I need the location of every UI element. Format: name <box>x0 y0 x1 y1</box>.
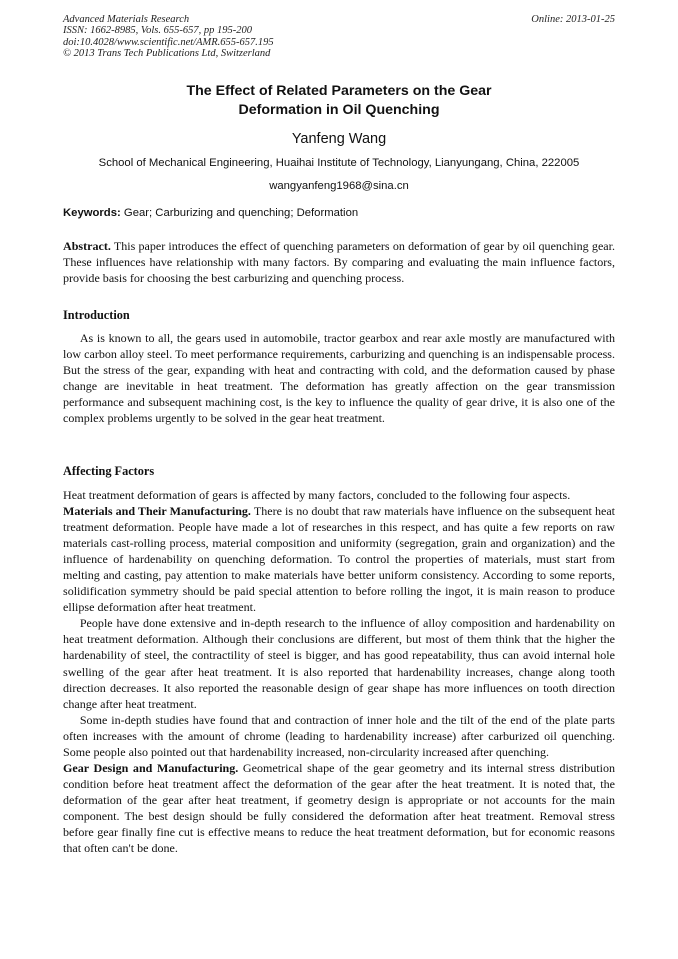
title-line-2: Deformation in Oil Quenching <box>238 101 440 118</box>
author-email: wangyanfeng1968@sina.cn <box>269 180 409 192</box>
journal-copyright: © 2013 Trans Tech Publications Ltd, Switzerland <box>63 47 271 59</box>
affecting-factors-body <box>63 487 615 856</box>
materials-label: Materials and Their Manufacturing. <box>63 504 251 519</box>
journal-header <box>63 14 274 59</box>
affecting-intro: Heat treatment deformation of gears is affected by many factors, concluded to the following four aspects. <box>63 488 571 502</box>
gear-design-paragraph <box>63 760 615 856</box>
introduction-paragraph: As is known to all, the gears used in automobile, tractor gearbox and rear axle mostly are manufactured with low carbon alloy steel. To meet performance requirements, carburizing and quenching is an indispensable process. But the stress of the gear, expanding with heat and contracting with cold, and the deformation caused by phase change are inevitable in heat treatment. The deformation has greatly affection on the gear transmission performance and subsequent machining cost, is the key to influence the quality of gear drive, it is also one of the complex problems urgently to be solved in the gear heat treatment. <box>63 331 615 426</box>
keywords-text: Gear; Carburizing and quenching; Deformation <box>123 207 359 219</box>
affecting-factors-heading: Affecting Factors <box>63 464 155 478</box>
chrome-paragraph: Some in-depth studies have found that and contraction of inner hole and the tilt of the end of the plate parts often increases with the amount of chrome (leading to hardenability increase) after carburized oil quenching. Some people also pointed out that hardenability increased, non-circularity increased after quenching. <box>63 712 615 759</box>
abstract-label: Abstract. <box>63 239 111 253</box>
author-affiliation: School of Mechanical Engineering, Huaihai Institute of Technology, Lianyungang, China, 222005 <box>98 157 580 169</box>
hardenability-paragraph: People have done extensive and in-depth research to the influence of alloy composition and hardenability on heat treatment deformation. Although their conclusions are different, but most of them think that the higher the hardenability of steel, the contractility of steel is bigger, and has good repeatability, thus can avoid internal hole swelling of the gear after heat treatment. It is also reported that hardenability increases, change along tooth direction decreases. It also reported the reasonable design of gear shape has more influences on tooth direction change after heat treatment. <box>63 616 615 711</box>
online-date: Online: 2013-01-25 <box>531 14 615 25</box>
materials-paragraph <box>63 503 615 615</box>
journal-name: Advanced Materials Research <box>63 14 190 25</box>
journal-issn: ISSN: 1662-8985, Vols. 655-657, pp 195-200 <box>63 25 252 37</box>
keywords <box>63 207 615 219</box>
gear-design-text: Geometrical shape of the gear geometry and its internal stress distribution condition before heat treatment affect the deformation of the gear after the heat treatment. It is noted that, the deformation of the gear after heat treatment, if geometry design is appropriate or not accounts for the main component. The best design should be fully considered the deformation after heat treatment. Removal stress before gear finally fine cut is effective means to reduce the heat treatment deformation, but for economic reasons that often can't be done. <box>63 760 615 856</box>
abstract-text: This paper introduces the effect of quenching parameters on deformation of gear by oil quenching gear. These influences have relationship with many factors. By comparing and evaluating the main influence factors, provide basis for choosing the best carburizing and quenching process. <box>63 239 615 286</box>
introduction-heading: Introduction <box>63 308 130 322</box>
introduction-body <box>63 330 615 426</box>
author-name: Yanfeng Wang <box>291 131 387 147</box>
journal-doi: doi:10.4028/www.scientific.net/AMR.655-657.195 <box>63 36 274 48</box>
gear-design-label: Gear Design and Manufacturing. <box>63 760 239 775</box>
materials-text: There is no doubt that raw materials have influence on the subsequent heat treatment deformation. People have made a lot of researches in this respect, and has quite a few reports on raw materials cast-rolling process, material composition and uniformity (segregation, grain and organization) and the influence of hardenability on quenching deformation. To control the properties of materials, must start from melting and casting, pay attention to make materials have better uniform consistency. According to some reports, solidification symmetry should be paid special attention to before rolling the ingot, it is main reason to produce ellipse deformation after heat treatment. <box>63 504 616 615</box>
paper-title <box>63 82 615 119</box>
title-line-1: The Effect of Related Parameters on the Gear <box>186 83 492 99</box>
keywords-label: Keywords: <box>63 207 121 219</box>
abstract <box>63 238 615 286</box>
